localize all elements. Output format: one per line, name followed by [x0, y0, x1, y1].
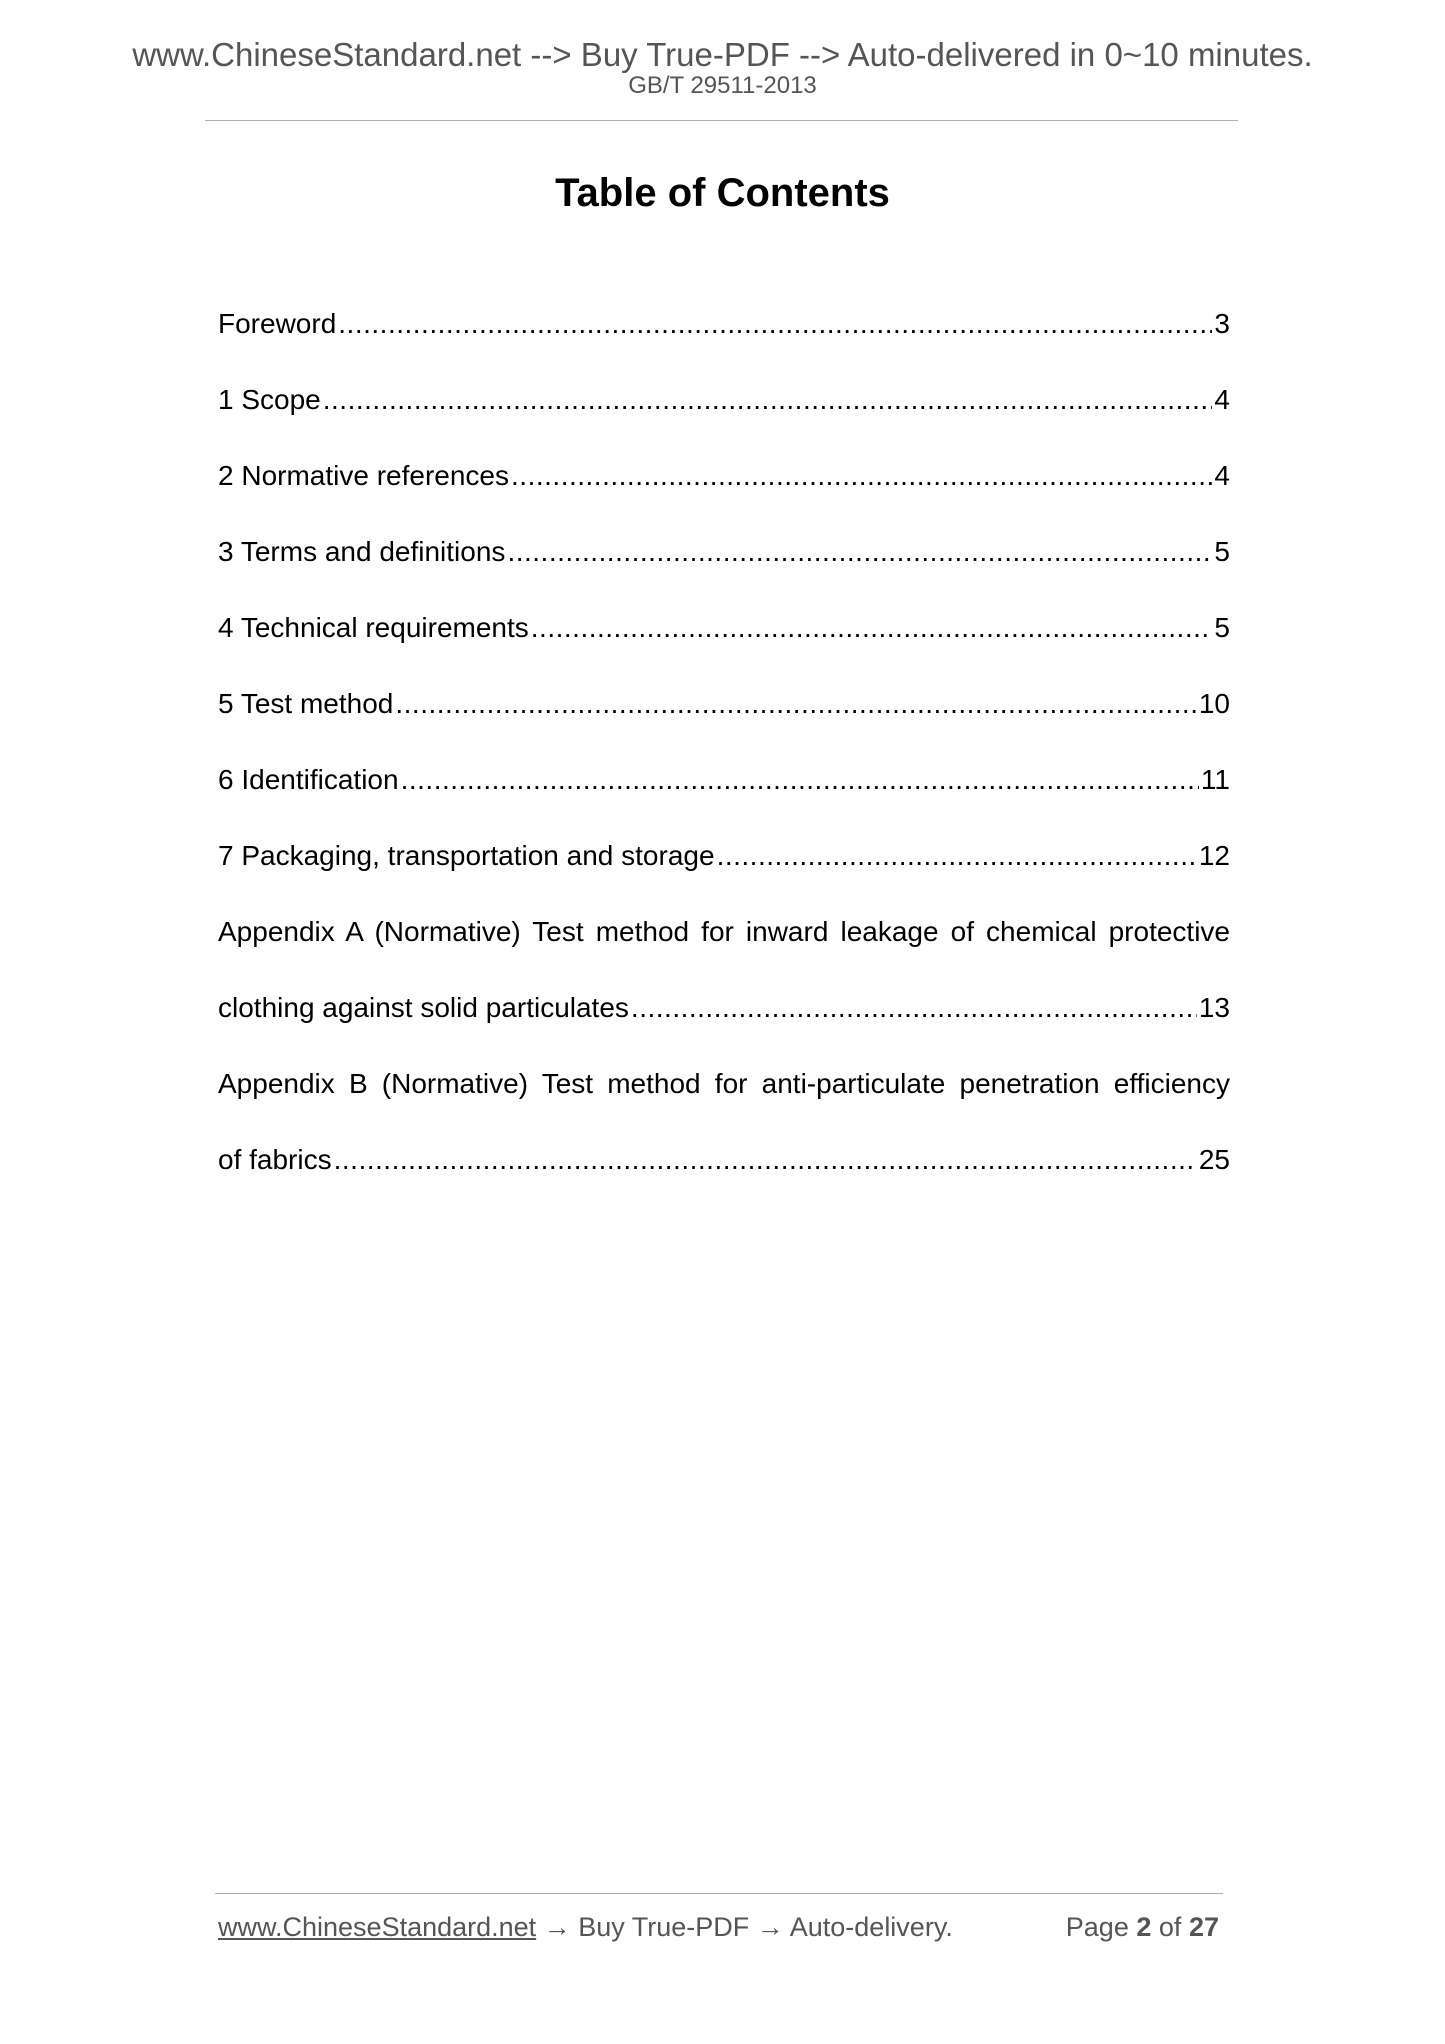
toc-entry-label: 7 Packaging, transportation and storage [218, 840, 715, 871]
dot-leader [323, 362, 1213, 438]
table-of-contents [218, 286, 1230, 1198]
dot-leader [511, 438, 1212, 514]
toc-entry-terms-and-definitions[interactable] [218, 514, 1230, 590]
toc-entry-appendix-b[interactable] [218, 1122, 1230, 1198]
toc-entry-page: 12 [1198, 840, 1230, 871]
toc-entry-page: 11 [1200, 764, 1230, 795]
toc-entry-scope[interactable] [218, 362, 1230, 438]
toc-entry-page: 25 [1198, 1144, 1230, 1175]
dot-leader [507, 514, 1212, 590]
toc-entry-page: 5 [1214, 536, 1230, 567]
toc-entry-appendix-b-line1[interactable]: Appendix B (Normative) Test method for anti-particulate penetration efficiency [218, 1068, 1230, 1099]
footer-site-link[interactable]: www.ChineseStandard.net [218, 1912, 537, 1942]
header-divider [205, 120, 1238, 121]
toc-entry-appendix-a[interactable] [218, 970, 1230, 1046]
standard-code: GB/T 29511-2013 [628, 72, 817, 99]
dot-leader [401, 742, 1199, 818]
dot-leader [631, 970, 1197, 1046]
toc-entry-label: of fabrics [218, 1144, 332, 1175]
toc-entry-page: 3 [1214, 308, 1230, 339]
toc-entry-label: 2 Normative references [218, 460, 510, 491]
total-pages-number: 27 [1188, 1912, 1219, 1942]
current-page-number: 2 [1136, 1912, 1152, 1942]
dot-leader [334, 1122, 1197, 1198]
toc-entry-appendix-a-line1[interactable]: Appendix A (Normative) Test method for inward leakage of chemical protective [218, 916, 1230, 947]
page-indicator [1066, 1914, 1219, 1941]
toc-entry-label: 3 Terms and definitions [218, 536, 506, 567]
dot-leader [531, 590, 1213, 666]
toc-entry-identification[interactable] [218, 742, 1230, 818]
dot-leader [395, 666, 1196, 742]
of-word: of [1158, 1912, 1182, 1942]
footer-tagline: → Buy True-PDF → Auto-delivery. [536, 1912, 953, 1942]
toc-entry-normative-references[interactable] [218, 438, 1230, 514]
toc-entry-technical-requirements[interactable] [218, 590, 1230, 666]
toc-entry-page: 4 [1214, 384, 1230, 415]
dot-leader [717, 818, 1197, 894]
toc-entry-page: 10 [1198, 688, 1230, 719]
toc-entry-label: Foreword [218, 308, 337, 339]
page-word: Page [1065, 1912, 1129, 1942]
toc-entry-test-method[interactable] [218, 666, 1230, 742]
toc-entry-page: 5 [1214, 612, 1230, 643]
toc-entry-label: clothing against solid particulates [218, 992, 629, 1023]
toc-entry-page: 13 [1198, 992, 1230, 1023]
toc-title: Table of Contents [555, 171, 890, 215]
toc-entry-label: 5 Test method [218, 688, 394, 719]
toc-entry-label: 6 Identification [218, 764, 399, 795]
footer-divider [215, 1893, 1223, 1894]
toc-entry-label: 4 Technical requirements [218, 612, 529, 643]
toc-entry-page: 4 [1214, 460, 1230, 491]
toc-entry-packaging[interactable] [218, 818, 1230, 894]
toc-entry-foreword[interactable] [218, 286, 1230, 362]
toc-entry-label: 1 Scope [218, 384, 321, 415]
site-banner: www.ChineseStandard.net --> Buy True-PDF --> Auto-delivered in 0~10 minutes. [132, 36, 1313, 73]
dot-leader [338, 286, 1212, 362]
footer-promo [218, 1914, 953, 1941]
